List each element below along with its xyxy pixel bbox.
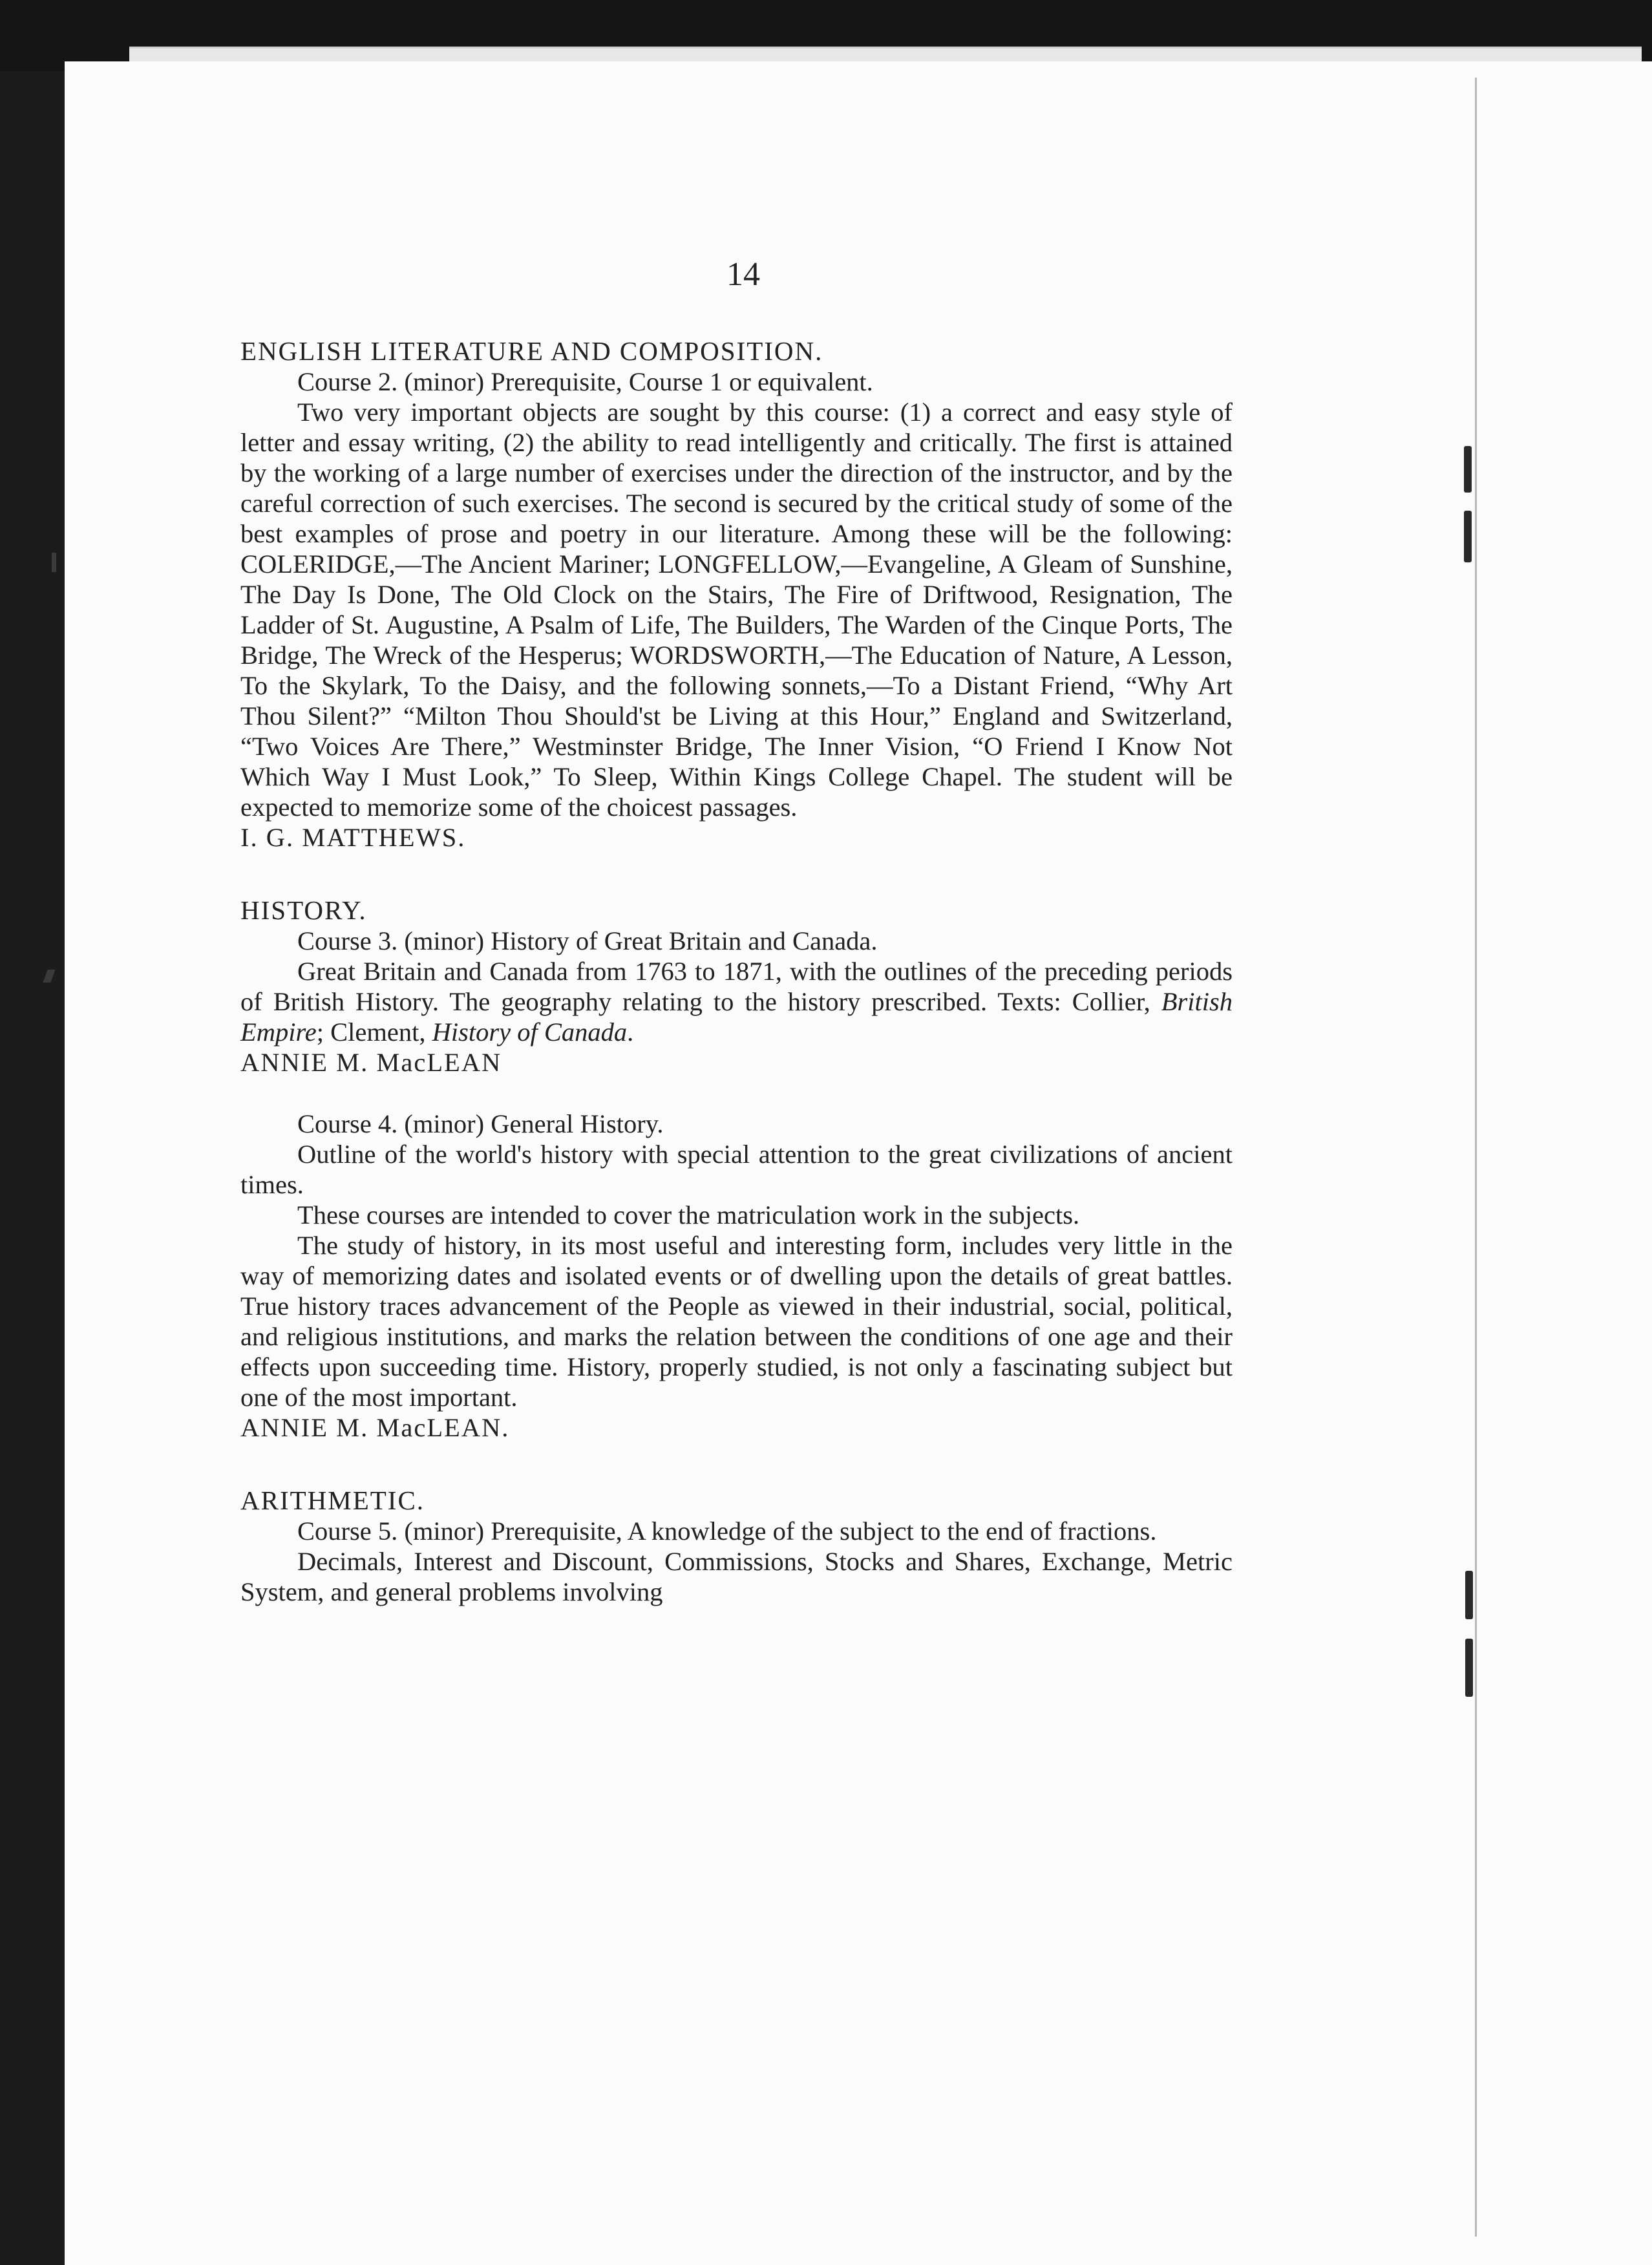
paragraph-history-3-end: . [627,1017,634,1047]
binding-mark-3 [1465,1571,1473,1619]
paragraph-history-4-3: The study of history, in its most useful and interesting form, includes very little in the way of memorizing dates and isolated events or of dwelling upon the details of great battles. True history traces advancement of the People as viewed in their industrial, social, political, and religious institutions, and marks the relation between the conditions of one age and their effects upon succeeding time. History, properly studied, is not only a fascinating subject but one of the most important. [240,1231,1233,1412]
binding-mark-4 [1465,1639,1473,1697]
binding-mark-2 [1464,511,1472,562]
binding-rule [1475,78,1477,2237]
course-line-english: Course 2. (minor) Prerequisite, Course 1 or equivalent. [297,367,873,396]
scan-speck-2 [52,553,56,572]
signature-matthews: I. G. MATTHEWS. [240,823,466,852]
book-title-british-empire: British Empire [240,987,1233,1047]
paragraph-history-4-2: These courses are intended to cover the matriculation work in the subjects. [297,1200,1080,1229]
paragraph-history-3 [240,956,1233,1047]
section-heading-history: HISTORY. [240,895,367,925]
paragraph-history-4-1: Outline of the world's history with special attention to the great civilizations of ancient times. [240,1140,1233,1199]
paragraph-history-3-main: Great Britain and Canada from 1763 to 1871, with the outlines of the preceding periods of British History. The geography relating to the history prescribed. Texts: Collier, [240,957,1233,1016]
paragraph-arithmetic-1: Decimals, Interest and Discount, Commissions, Stocks and Shares, Exchange, Metric System, and general problems involving [240,1547,1233,1606]
course-line-arithmetic: Course 5. (minor) Prerequisite, A knowledge of the subject to the end of fractions. [297,1516,1157,1546]
page-number: 14 [726,256,760,293]
paragraph-history-3-between: ; Clement, [316,1017,432,1047]
course-line-history-3: Course 3. (minor) History of Great Britain and Canada. [297,926,878,955]
section-heading-english: ENGLISH LITERATURE AND COMPOSITION. [240,336,823,366]
scan-speck-1 [43,970,55,983]
course-line-history-4: Course 4. (minor) General History. [297,1109,664,1138]
page-content [240,336,1233,1607]
signature-maclean-1: ANNIE M. MacLEAN [240,1048,502,1077]
paragraph-english-1: Two very important objects are sought by this course: (1) a correct and easy style of letter and essay writing, (2) the ability to read intelligently and critically. The first is attained by the working of a large number of exercises under the direction of the instructor, and by the careful correction of such exercises. The second is secured by the critical study of some of the best examples of prose and poetry in our literature. Among these will be the following: COLERIDGE,—The Ancient Mariner; LONGFELLOW,—Evangeline, A Gleam of Sunshine, The Day Is Done, The Old Clock on the Stairs, The Fire of Driftwood, Resignation, The Ladder of St. Augustine, A Psalm of Life, The Builders, The Warden of the Cinque Ports, The Bridge, The Wreck of the Hesperus; WORDSWORTH,—The Education of Nature, A Lesson, To the Skylark, To the Daisy, and the following sonnets,—To a Distant Friend, “Why Art Thou Silent?” “Milton Thou Should'st be Living at this Hour,” England and Switzerland, “Two Voices Are There,” Westminster Bridge, The Inner Vision, “O Friend I Know Not Which Way I Must Look,” To Sleep, Within Kings College Chapel. The student will be expected to memorize some of the choicest passages. [240,398,1233,822]
section-heading-arithmetic: ARITHMETIC. [240,1485,425,1515]
signature-maclean-2: ANNIE M. MacLEAN. [240,1413,510,1442]
binding-mark-1 [1464,446,1472,493]
book-title-history-of-canada: History of Canada [432,1017,628,1047]
